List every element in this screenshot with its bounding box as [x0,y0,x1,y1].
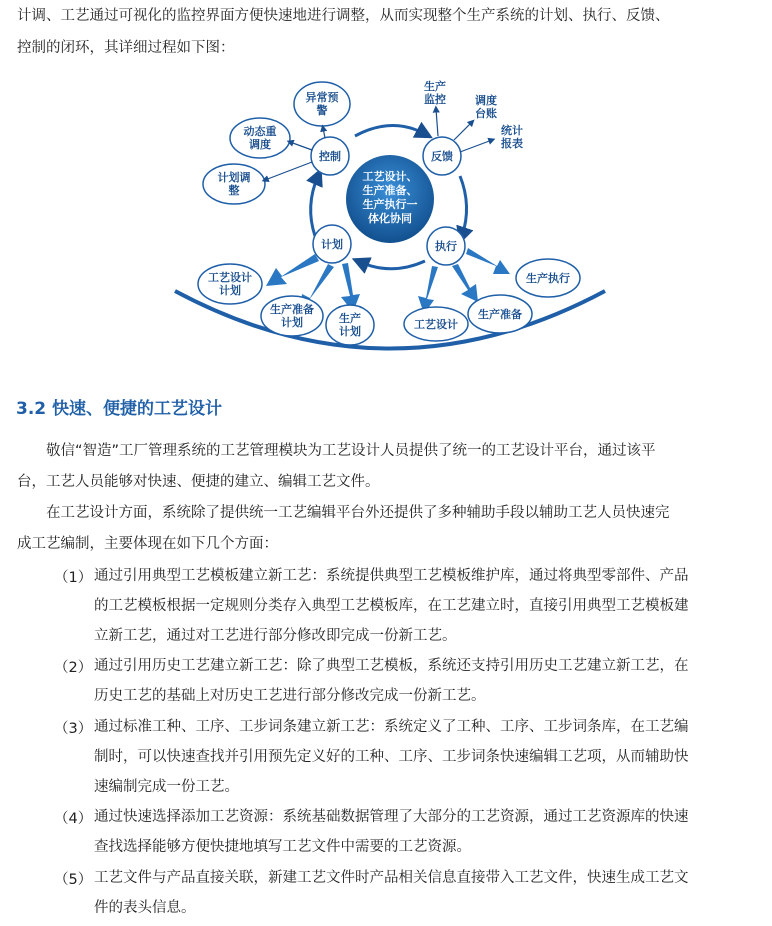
node-feedback [423,137,461,175]
control-item-2-l2: 调度 [249,138,271,151]
para-1-line-2: 台，工艺人员能够对快速、便捷的建立、编辑工艺文件。 [17,474,380,490]
item-5-line-2: 件的表头信息。 [94,900,196,916]
process-diagram [170,76,610,366]
center-text-1: 工艺设计、 [362,170,418,183]
svg-text:反馈: 反馈 [431,150,453,163]
feedback-item-3-l2: 报表 [501,137,523,150]
plan-item-2-l2: 计划 [281,316,303,329]
item-5-line-1: 工艺文件与产品直接关联，新建工艺文件时产品相关信息直接带入工艺文件，快速生成工艺文 [94,870,689,886]
item-1-number: （1） [54,570,93,586]
item-1-line-3: 立新工艺，通过对工艺进行部分修改即完成一份新工艺。 [94,628,457,644]
execute-item-1-label: 工艺设计 [414,318,458,331]
control-item-3-l1: 计划调 [217,171,251,184]
item-4-line-1: 通过快速选择添加工艺资源：系统基础数据管理了大部分的工艺资源，通过工艺资源库的快速 [94,809,689,825]
item-3-number: （3） [54,721,93,737]
item-2-line-1: 通过引用历史工艺建立新工艺：除了典型工艺模板，系统还支持引用历史工艺建立新工艺，在 [94,658,689,674]
center-text-3: 生产执行一 [362,198,418,211]
svg-text:计划: 计划 [321,238,343,251]
item-2-line-2: 历史工艺的基础上对历史工艺进行部分修改完成一份新工艺。 [94,688,486,704]
feedback-item-2-l1: 调度 [475,94,497,107]
item-1-line-1: 通过引用典型工艺模板建立新工艺：系统提供典型工艺模板维护库，通过将典型零部件、产品 [94,568,689,584]
control-item-2-l1: 动态重 [243,125,277,138]
section-heading: 3.2 快速、便捷的工艺设计 [16,399,223,419]
item-4-number: （4） [54,811,93,827]
item-3-line-1: 通过标准工种、工序、工步词条建立新工艺：系统定义了工种、工序、工步词条库，在工艺编 [94,719,689,735]
plan-item-1-l1: 工艺设计 [208,271,252,284]
intro-line-2: 控制的闭环，其详细过程如下图： [17,40,235,56]
para-2-line-1: 在工艺设计方面，系统除了提供统一工艺编辑平台外还提供了多种辅助手段以辅助工艺人员快速完 [46,505,670,521]
node-plan [313,225,351,263]
node-execute [427,227,465,265]
plan-item-3-l2: 计划 [339,325,361,338]
feedback-item-2-l2: 台账 [475,107,497,120]
feedback-item-3-l1: 统计 [501,124,523,137]
feedback-item-1-l1: 生产 [424,80,446,93]
item-2-number: （2） [54,660,93,676]
item-3-line-3: 速编制完成一份工艺。 [94,779,239,795]
execute-item-3-label: 生产执行 [526,272,570,285]
control-item-1-l2: 警 [316,104,328,117]
item-5-number: （5） [54,872,93,888]
svg-text:执行: 执行 [435,240,457,253]
plan-item-1-l2: 计划 [219,284,241,297]
execute-item-2-label: 生产准备 [478,308,522,321]
item-3-line-2: 制时，可以快速查找并引用预先定义好的工种、工序、工步词条快速编辑工艺项，从而辅助快 [94,749,689,765]
control-item-3-l2: 整 [228,184,240,197]
item-1-line-2: 的工艺模板根据一定规则分类存入典型工艺模板库，在工艺建立时，直接引用典型工艺模板建 [94,598,689,614]
center-text-2: 生产准备、 [362,184,418,197]
plan-item-2-l1: 生产准备 [270,303,314,316]
para-2-line-2: 成工艺编制，主要体现在如下几个方面： [17,536,278,552]
plan-item-3-l1: 生产 [339,312,361,325]
intro-line-1: 计调、工艺通过可视化的监控界面方便快速地进行调整，从而实现整个生产系统的计划、执行、反馈、 [17,8,670,24]
para-1-line-1: 敬信“智造”工厂管理系统的工艺管理模块为工艺设计人员提供了统一的工艺设计平台，通过该平 [46,443,656,459]
svg-text:控制: 控制 [319,150,341,163]
node-control [311,137,349,175]
control-item-1-l1: 异常预 [305,91,339,104]
center-text-4: 体化协同 [368,212,412,225]
item-4-line-2: 查找选择能够方便快捷地填写工艺文件中需要的工艺资源。 [94,839,471,855]
feedback-item-1-l2: 监控 [424,93,446,106]
